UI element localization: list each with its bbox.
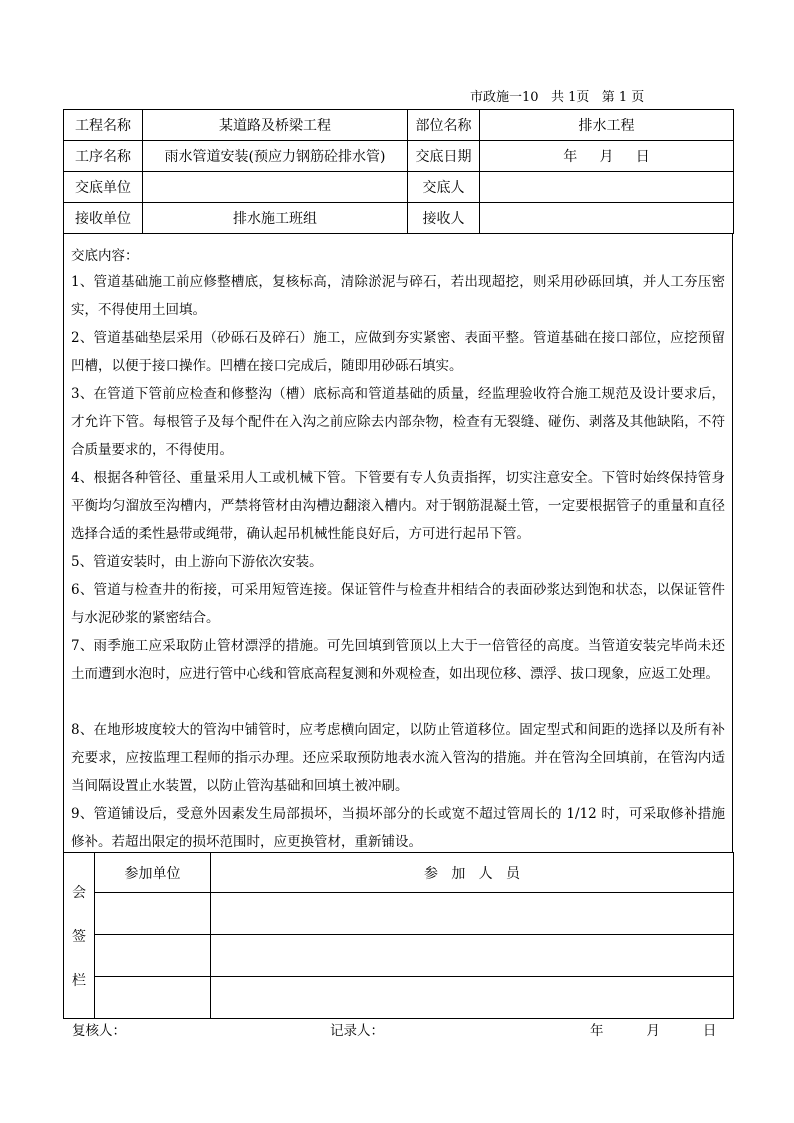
signoff-people-cell[interactable]: [211, 977, 734, 1019]
process-name-value: 雨水管道安装(预应力钢筋砼排水管): [143, 141, 408, 172]
receiver-unit-label: 接收单位: [64, 203, 143, 234]
issuer-person-label: 交底人: [408, 172, 480, 203]
header-row-project: [64, 110, 734, 141]
footer-date-label: 年 月 日: [590, 1023, 717, 1039]
content-paragraph-5: 5、管道安装时，由上游向下游依次安装。: [71, 554, 323, 570]
signoff-people-cell[interactable]: [211, 935, 734, 977]
signoff-side-char-2: 签: [72, 928, 86, 945]
process-name-label: 工序名称: [64, 141, 143, 172]
signoff-unit-cell[interactable]: [95, 977, 211, 1019]
receiver-unit-value: 排水施工班组: [143, 203, 408, 234]
participating-unit-header: 参加单位: [95, 853, 211, 893]
date-value: 年 月 日: [480, 141, 734, 172]
signoff-side-char-1: 会: [72, 884, 86, 901]
content-paragraph-3: 3、在管道下管前应检查和修整沟（槽）底标高和管道基础的质量，经监理验收符合施工规范及设计要求后，才允许下管。每根管子及每个配件在入沟之前应除去内部杂物，检查有无裂缝、碰伤、剥落及其他缺陷，不符合质量要求的，不得使用。: [71, 386, 725, 458]
content-paragraph-9: 9、管道铺设后，受意外因素发生局部损坏，当损坏部分的长或宽不超过管周长的 1/12 时，可采取修补措施修补。若超出限定的损坏范围时，应更换管材，重新铺设。: [71, 806, 725, 850]
signoff-side-label: [64, 853, 95, 1019]
signoff-side-char-3: 栏: [72, 972, 86, 989]
issuer-unit-value: [143, 172, 408, 203]
issuer-person-value: [480, 172, 734, 203]
signoff-row: [64, 977, 734, 1019]
header-row-receiver: [64, 203, 734, 234]
part-name-label: 部位名称: [408, 110, 480, 141]
signoff-row: [64, 935, 734, 977]
header-row-process: [64, 141, 734, 172]
receiver-person-value: [480, 203, 734, 234]
issuer-unit-label: 交底单位: [64, 172, 143, 203]
content-title: 交底内容：: [71, 248, 139, 264]
content-paragraph-8: 8、在地形坡度较大的管沟中铺管时，应考虑横向固定，以防止管道移位。固定型式和间距的选择以及所有补充要求，应按监理工程师的指示办理。还应采取预防地表水流入管沟的措施。并在管沟全回填前，在管沟内适当间隔设置止水装置，以防止管沟基础和回填土被冲刷。: [71, 722, 725, 794]
header-table: [63, 109, 734, 234]
content-paragraph-1: 1、管道基础施工前应修整槽底，复核标高，清除淤泥与碎石，若出现超挖，则采用砂砾回填，并人工夯压密实，不得使用土回填。: [71, 274, 725, 318]
receiver-person-label: 接收人: [408, 203, 480, 234]
content-paragraph-2: 2、管道基础垫层采用（砂砾石及碎石）施工，应做到夯实紧密、表面平整。管道基础在接口部位，应挖预留凹槽，以便于接口操作。凹槽在接口完成后，随即用砂砾石填实。: [71, 330, 725, 374]
signoff-row: [64, 893, 734, 935]
project-name-label: 工程名称: [64, 110, 143, 141]
document-number: 市政施一10 共 1页 第 1 页: [470, 90, 645, 105]
disclosure-content: [63, 234, 733, 852]
participants-header: 参 加 人 员: [211, 853, 734, 893]
header-row-issuer: [64, 172, 734, 203]
content-paragraph-4: 4、根据各种管径、重量采用人工或机械下管。下管要有专人负责指挥，切实注意安全。下管时始终保持管身平衡均匀溜放至沟槽内，严禁将管材由沟槽边翻滚入槽内。对于钢筋混凝土管，一定要根据管子的重量和直径选择合适的柔性悬带或绳带，确认起吊机械性能良好后，方可进行起吊下管。: [71, 470, 725, 542]
signoff-people-cell[interactable]: [211, 893, 734, 935]
reviewer-label: 复核人：: [72, 1023, 126, 1039]
recorder-label: 记录人：: [330, 1023, 384, 1039]
content-paragraph-6: 6、管道与检查井的衔接，可采用短管连接。保证管件与检查井相结合的表面砂浆达到饱和状态，以保证管件与水泥砂浆的紧密结合。: [71, 582, 725, 626]
signoff-table: [63, 852, 734, 1019]
content-paragraph-7: 7、雨季施工应采取防止管材漂浮的措施。可先回填到管顶以上大于一倍管径的高度。当管道安装完毕尚未还土而遭到水泡时，应进行管中心线和管底高程复测和外观检查，如出现位移、漂浮、拔口现象，应返工处理。: [71, 638, 725, 682]
signoff-unit-cell[interactable]: [95, 893, 211, 935]
signoff-unit-cell[interactable]: [95, 935, 211, 977]
date-label: 交底日期: [408, 141, 480, 172]
project-name-value: 某道路及桥梁工程: [143, 110, 408, 141]
part-name-value: 排水工程: [480, 110, 734, 141]
signoff-header-row: [64, 853, 734, 893]
